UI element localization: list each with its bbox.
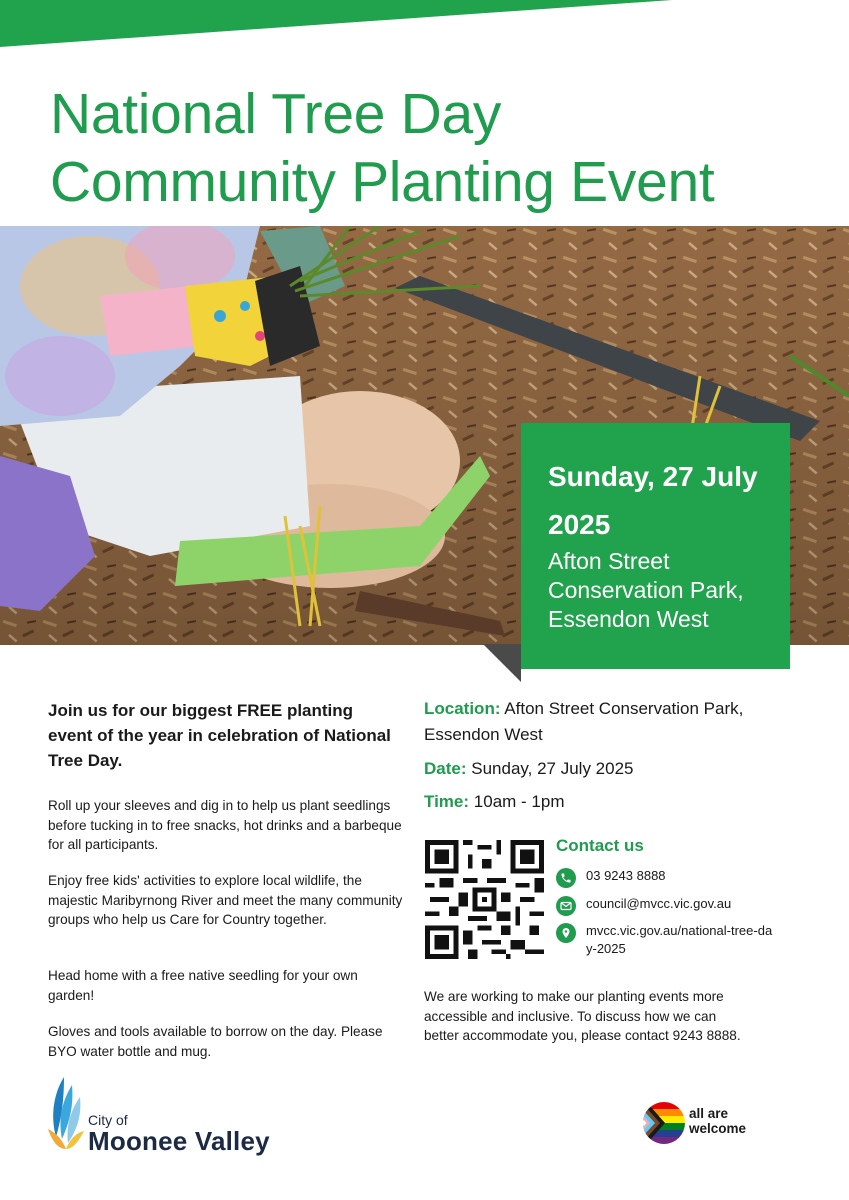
contact-title: Contact us xyxy=(556,836,644,855)
accessibility-note: We are working to make our planting events more accessible and inclusive. To discuss how we can better accommodate you, please contact 9243 8888. xyxy=(424,989,741,1043)
email-address: council@mvcc.vic.gov.au xyxy=(586,896,732,911)
contact-phone[interactable] xyxy=(556,867,776,888)
badge-line-2: welcome xyxy=(689,1121,747,1136)
badge-text xyxy=(689,1106,746,1136)
date-label: Date: xyxy=(424,759,467,778)
contact-website[interactable] xyxy=(556,922,776,958)
phone-icon xyxy=(556,868,576,888)
location-value: Afton Street Conservation Park, Essendon West xyxy=(424,699,744,744)
time-line xyxy=(424,789,764,815)
date-line xyxy=(424,756,764,782)
council-leaf-mark xyxy=(46,1075,86,1155)
top-green-stripe xyxy=(0,0,849,48)
page-title xyxy=(50,80,714,216)
paragraph-2: Enjoy free kids' activities to explore local wildlife, the majestic Maribyrnong River and meet the many community groups who help us Care for Country together. xyxy=(48,873,403,927)
logo-city-of: City of xyxy=(88,1112,128,1128)
location-pin-icon xyxy=(556,923,576,943)
all-are-welcome-badge xyxy=(643,1102,773,1148)
paragraph-3: Head home with a free native seedling for your own garden! xyxy=(48,968,358,1003)
paragraph-4: Gloves and tools available to borrow on the day. Please BYO water bottle and mug. xyxy=(48,1024,383,1059)
title-line-1: National Tree Day xyxy=(50,82,502,146)
qr-code[interactable] xyxy=(425,840,544,959)
panel-fold xyxy=(483,644,521,682)
lead-text: Join us for our biggest FREE planting event of the year in celebration of National Tree Day. xyxy=(48,701,391,770)
paragraph-1: Roll up your sleeves and dig in to help us plant seedlings before tucking in to free snacks, hot drinks and a barbeque for all participants. xyxy=(48,798,402,852)
event-date-panel xyxy=(521,423,790,669)
contact-email[interactable] xyxy=(556,895,776,916)
time-value: 10am - 1pm xyxy=(473,792,565,811)
event-place: Afton Street Conservation Park, Essendon West xyxy=(548,548,744,632)
location-label: Location: xyxy=(424,699,501,718)
date-value: Sunday, 27 July 2025 xyxy=(471,759,634,778)
time-label: Time: xyxy=(424,792,470,811)
location-line xyxy=(424,696,764,748)
phone-number: 03 9243 8888 xyxy=(586,868,666,883)
website-url: mvcc.vic.gov.au/national-tree-day-2025 xyxy=(586,923,773,956)
title-line-2: Community Planting Event xyxy=(50,150,715,214)
event-date: Sunday, 27 July 2025 xyxy=(548,461,758,540)
progress-pride-icon xyxy=(643,1102,685,1144)
logo-name: Moonee Valley xyxy=(88,1126,270,1156)
council-logo xyxy=(46,1075,286,1160)
badge-line-1: all are xyxy=(689,1106,729,1121)
envelope-icon xyxy=(556,896,576,916)
